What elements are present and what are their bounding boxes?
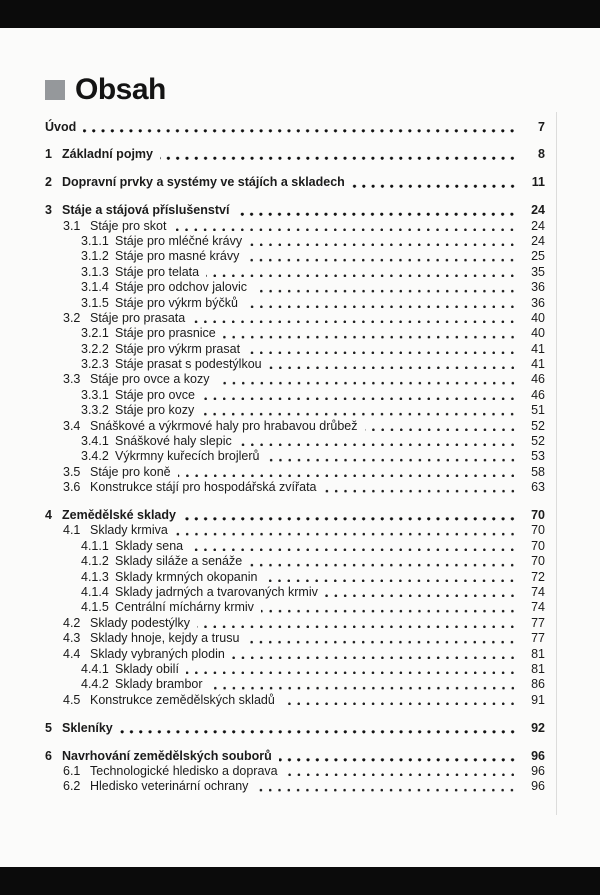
entry-title: Sklady podestýlky [90,615,191,630]
toc-entry [45,219,545,234]
leader-dots [264,570,518,585]
entry-title: Skleníky [62,720,113,735]
leader-dots [186,662,518,677]
entry-number: 6.2 [63,779,81,794]
entry-page-number: 70 [531,554,545,569]
title-marker-square [45,80,65,100]
entry-title: Stáje pro výkrm prasat [115,341,241,356]
entry-number: 3.1.4 [81,280,109,295]
toc-entry [45,280,545,295]
leader-dots [285,764,518,779]
leader-dots [178,465,518,480]
entry-page-number: 96 [531,748,545,763]
entry-page-number: 52 [531,434,545,449]
toc-entry [45,234,545,249]
entry-page-number: 24 [531,203,545,218]
entry-number: 3.3.2 [81,403,109,418]
entry-number: 3.1.3 [81,264,109,279]
entry-title: Centrální míchárny krmiv [115,600,254,615]
entry-number: 3.4 [63,418,81,433]
toc-entry [45,203,545,218]
entry-title: Stáje pro prasata [90,310,186,325]
leader-dots [201,403,518,418]
entry-page-number: 52 [531,418,545,433]
toc-entry [45,677,545,692]
entry-number: 3.4.1 [81,434,109,449]
leader-dots [183,508,518,523]
toc-entry [45,175,545,190]
entry-page-number: 11 [531,175,545,190]
entry-title: Dopravní prvky a systémy ve stájích a skladech [62,175,345,190]
entry-title: Stáje pro mléčné krávy [115,233,243,248]
leader-dots [254,280,518,295]
leader-dots [192,311,518,326]
entry-title: Stáje prasat s podestýlkou [115,357,262,372]
toc-entry [45,616,545,631]
entry-title: Stáje a stájová příslušenství [62,203,230,218]
toc-entry [45,647,545,662]
leader-dots [261,600,518,615]
entry-page-number: 96 [531,779,545,794]
entry-title: Stáje pro ovce [115,387,195,402]
toc-entry [45,403,545,418]
entry-number: 3.1.1 [81,233,109,248]
entry-number: 3.3 [63,372,81,387]
toc-entry [45,326,545,341]
toc-entry [45,120,545,135]
leader-dots [232,647,518,662]
leader-dots [239,434,518,449]
entry-title: Stáje pro výkrm býčků [115,295,238,310]
entry-title: Sklady krmiva [90,523,168,538]
entry-number: 4.4 [63,646,81,661]
entry-title: Sklady jadrných a tvarovaných krmiv [115,585,318,600]
toc-entry [45,508,545,523]
entry-title: Sklady brambor [115,677,203,692]
entry-page-number: 81 [531,646,545,661]
toc-entry [45,480,545,495]
entry-page-number: 91 [531,692,545,707]
toc-entry [45,296,545,311]
entry-title: Zemědělské sklady [62,508,176,523]
leader-dots [246,631,518,646]
page-title [45,73,600,107]
entry-page-number: 24 [531,233,545,248]
entry-page-number: 40 [531,310,545,325]
entry-page-number: 96 [531,763,545,778]
entry-page-number: 70 [531,508,545,523]
entry-page-number: 77 [531,631,545,646]
entry-number: 6.1 [63,763,81,778]
leader-dots [197,616,518,631]
entry-page-number: 46 [531,372,545,387]
entry-number: 3.2.2 [81,341,109,356]
leader-dots [249,234,518,249]
leader-dots [217,372,518,387]
table-of-contents [0,120,600,795]
toc-entry [45,419,545,434]
leader-dots [267,449,519,464]
entry-page-number: 46 [531,387,545,402]
toc-entry [45,721,545,736]
entry-page-number: 35 [531,264,545,279]
entry-title: Snáškové a výkrmové haly pro hrabavou drůbež [90,418,358,433]
entry-title: Sklady vybraných plodin [90,646,225,661]
entry-number: 3.6 [63,480,81,495]
entry-page-number: 51 [531,403,545,418]
toc-entry [45,372,545,387]
toc-entry [45,265,545,280]
toc-entry [45,662,545,677]
entry-number: 3.2.3 [81,357,109,372]
entry-page-number: 70 [531,523,545,538]
entry-number: 4.2 [63,615,81,630]
entry-page-number: 74 [531,600,545,615]
entry-number: 3 [45,203,52,218]
entry-title: Snáškové haly slepic [115,434,232,449]
entry-page-number: 41 [531,357,545,372]
entry-number: 3.1.5 [81,295,109,310]
entry-page-number: 36 [531,280,545,295]
leader-dots [325,585,518,600]
page-title-text: Obsah [75,73,166,106]
entry-page-number: 86 [531,677,545,692]
leader-dots [236,203,518,218]
entry-title: Sklady siláže a senáže [115,554,243,569]
leader-dots [249,554,518,569]
entry-title: Sklady hnoje, kejdy a trusu [90,631,240,646]
entry-page-number: 8 [538,147,545,162]
entry-title: Základní pojmy [62,147,153,162]
toc-entry [45,539,545,554]
entry-title: Stáje pro odchov jalovic [115,280,248,295]
toc-entry [45,631,545,646]
entry-title: Navrhování zemědělských souborů [62,748,272,763]
entry-number: 3.3.1 [81,387,109,402]
entry-title: Stáje pro kozy [115,403,195,418]
leader-dots [245,296,518,311]
leader-dots [279,749,518,764]
entry-number: 4.4.1 [81,662,109,676]
leader-dots [120,721,518,736]
entry-title: Sklady obilí [115,662,179,676]
entry-title: Technologické hledisko a doprava [90,763,278,778]
entry-page-number: 81 [531,662,545,676]
entry-number: 4.1.1 [81,538,109,553]
entry-title: Sklady sena [115,538,184,553]
entry-page-number: 72 [531,569,545,584]
scan-edge-top [0,0,600,28]
entry-page-number: 7 [538,119,545,134]
toc-entry [45,388,545,403]
entry-number: 2 [45,175,52,190]
entry-page-number: 40 [531,326,545,341]
leader-dots [206,265,518,280]
toc-entry [45,764,545,779]
entry-title: Úvod [45,119,77,134]
leader-dots [324,480,518,495]
entry-page-number: 77 [531,615,545,630]
entry-page-number: 53 [531,449,545,464]
entry-title: Stáje pro telata [115,264,200,279]
toc-entry [45,600,545,615]
toc-page [0,28,600,795]
toc-entry [45,570,545,585]
scan-artifact-vertical-line [556,112,557,815]
entry-page-number: 70 [531,538,545,553]
leader-dots [173,219,518,234]
entry-number: 3.2.1 [81,326,109,341]
entry-title: Výkrmny kuřecích brojlerů [115,449,260,464]
entry-number: 3.2 [63,310,81,325]
leader-dots [202,388,518,403]
leader-dots [282,693,518,708]
entry-number: 4.1.5 [81,600,109,615]
entry-page-number: 24 [531,218,545,233]
entry-number: 4.5 [63,692,81,707]
entry-number: 3.4.2 [81,449,109,464]
entry-page-number: 92 [531,720,545,735]
toc-entry [45,249,545,264]
entry-number: 6 [45,748,52,763]
entry-number: 3.1 [63,218,81,233]
entry-number: 4.1.2 [81,554,109,569]
entry-title: Sklady krmných okopanin [115,569,258,584]
toc-entry [45,449,545,464]
entry-title: Konstrukce stájí pro hospodářská zvířata [90,480,317,495]
leader-dots [83,120,518,135]
entry-number: 1 [45,147,52,162]
entry-page-number: 25 [531,249,545,264]
entry-number: 4.1.3 [81,569,109,584]
entry-page-number: 36 [531,295,545,310]
leader-dots [269,357,518,372]
entry-number: 4.1.4 [81,585,109,600]
toc-entry [45,749,545,764]
entry-title: Stáje pro koně [90,464,171,479]
toc-entry [45,147,545,162]
toc-entry [45,693,545,708]
leader-dots [190,539,518,554]
entry-title: Stáje pro ovce a kozy [90,372,210,387]
toc-entry [45,342,545,357]
entry-title: Stáje pro prasnice [115,326,216,341]
leader-dots [210,677,518,692]
entry-title: Stáje pro skot [90,218,167,233]
entry-number: 3.1.2 [81,249,109,264]
toc-entry [45,523,545,538]
entry-number: 4.3 [63,631,81,646]
entry-number: 5 [45,720,52,735]
leader-dots [352,175,518,190]
leader-dots [160,147,518,162]
entry-number: 4.4.2 [81,677,109,692]
toc-entry [45,311,545,326]
toc-entry [45,465,545,480]
scan-edge-bottom [0,867,600,895]
leader-dots [223,326,518,341]
entry-title: Konstrukce zemědělských skladů [90,692,275,707]
toc-entry [45,434,545,449]
toc-entry [45,554,545,569]
entry-page-number: 58 [531,464,545,479]
leader-dots [175,523,518,538]
entry-number: 3.5 [63,464,81,479]
entry-page-number: 41 [531,341,545,356]
entry-number: 4.1 [63,523,81,538]
entry-number: 4 [45,508,52,523]
entry-title: Stáje pro masné krávy [115,249,240,264]
toc-entry [45,357,545,372]
toc-entry [45,779,545,794]
toc-entry [45,585,545,600]
leader-dots [255,779,518,794]
leader-dots [365,419,518,434]
entry-page-number: 63 [531,480,545,495]
leader-dots [247,342,518,357]
entry-page-number: 74 [531,585,545,600]
entry-title: Hledisko veterinární ochrany [90,779,249,794]
leader-dots [246,249,518,264]
